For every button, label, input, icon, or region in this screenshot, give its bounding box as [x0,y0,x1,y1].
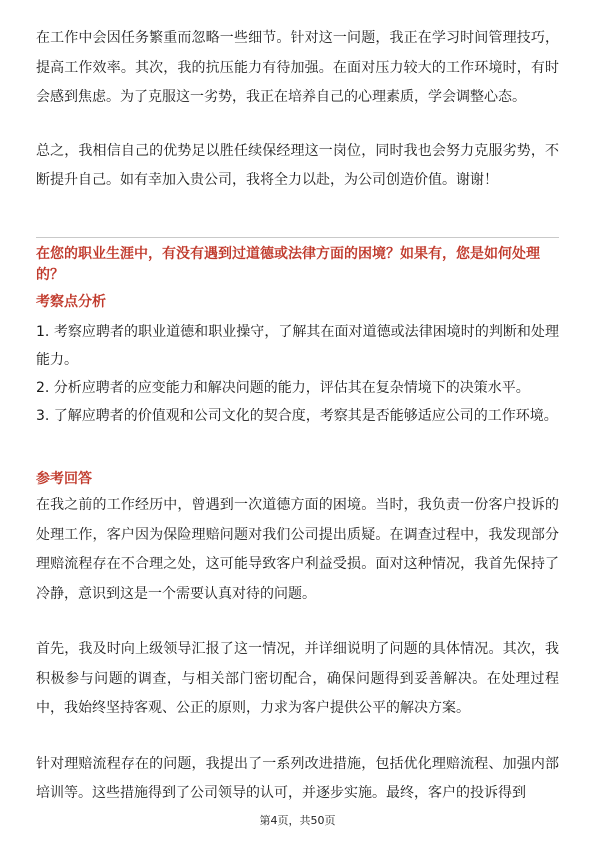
answer-paragraph-3: 针对理赔流程存在的问题，我提出了一系列改进措施，包括优化理赔流程、加强内部培训等。这些措施得到了公司领导的认可，并逐步实施。最终，客户的投诉得到 [36,755,559,801]
intro-paragraph-1: 在工作中会因任务繁重而忽略一些细节。针对这一问题，我正在学习时间管理技巧，提高工作效率。其次，我的抗压能力有待加强。在面对压力较大的工作环境时，有时会感到焦虑。为了克服这一劣势，我正在培养自己的心理素质，学会调整心态。 [36,30,559,105]
answer-heading: 参考回答 [36,471,92,487]
interview-question: 在您的职业生涯中，有没有遇到过道德或法律方面的困境？如果有，您是如何处理的？ [36,246,540,283]
page-footer: 第4页，共50页 [259,814,336,827]
intro-section [36,24,559,196]
section-divider [36,237,559,238]
answer-paragraph-1: 在我之前的工作经历中，曾遇到一次道德方面的困境。当时，我负责一份客户投诉的处理工作，客户因为保险理赔问题对我们公司提出质疑。在调查过程中，我发现部分理赔流程存在不合理之处，这可能导致客户利益受损。面对这种情况，我首先保持了冷静，意识到这是一个需要认真对待的问题。 [36,497,559,602]
analysis-heading: 考察点分析 [36,294,106,310]
analysis-item-3: 3. 了解应聘者的价值观和公司文化的契合度，考察其是否能够适应公司的工作环境。 [36,408,558,424]
analysis-section [36,292,559,430]
analysis-list [36,318,559,430]
intro-paragraph-2: 总之，我相信自己的优势足以胜任续保经理这一岗位，同时我也会努力克服劣势，不断提升自己。如有幸加入贵公司，我将全力以赴，为公司创造价值。谢谢！ [36,142,559,188]
analysis-item-1: 1. 考察应聘者的职业道德和职业操守，了解其在面对道德或法律困境时的判断和处理能力。 [36,324,559,368]
analysis-item-2: 2. 分析应聘者的应变能力和解决问题的能力，评估其在复杂情境下的决策水平。 [36,380,530,396]
answer-paragraph-2: 首先，我及时向上级领导汇报了这一情况，并详细说明了问题的具体情况。其次，我积极参与问题的调查，与相关部门密切配合，确保问题得到妥善解决。在处理过程中，我始终坚持客观、公正的原则，力求为客户提供公平的解决方案。 [36,641,559,716]
answer-section [36,469,559,809]
